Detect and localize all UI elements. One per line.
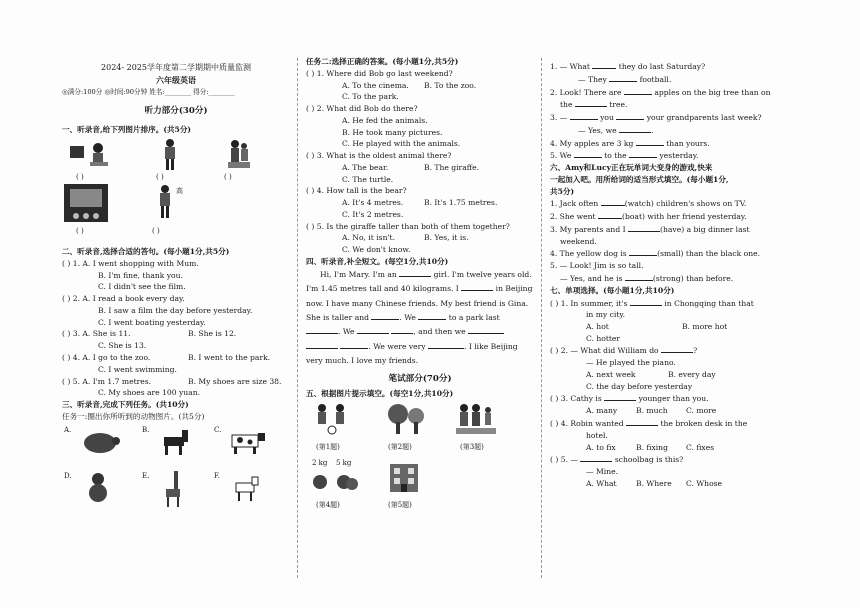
text-s4-p7: , and then we bbox=[413, 327, 466, 337]
text-s6-items-1-a: 2. She went bbox=[550, 212, 596, 222]
text-s6-items-1-b: (boat) with her friend yesterday. bbox=[622, 212, 747, 222]
text-s7-items-4-c: C. Whose bbox=[686, 478, 723, 488]
text-line bbox=[550, 478, 778, 490]
turtle-icon bbox=[80, 429, 120, 455]
s2-q5-c: C. My shoes are 100 yuan. bbox=[98, 388, 200, 398]
family-picture-icon bbox=[226, 138, 252, 172]
answer-blank[interactable] bbox=[340, 340, 368, 349]
answer-blank[interactable] bbox=[574, 149, 602, 158]
option-label: D. bbox=[64, 471, 72, 480]
text-fill-items-2-b: you bbox=[600, 113, 614, 123]
text-s7-items-0-q: ( ) 1. In summer, it's bbox=[550, 298, 628, 308]
text-line bbox=[550, 210, 778, 223]
column-1 bbox=[62, 56, 290, 515]
answer-blank[interactable] bbox=[391, 325, 413, 334]
answer-blank[interactable] bbox=[418, 311, 446, 320]
t2-q5-a: A. No, it isn't. bbox=[342, 233, 396, 243]
t2-q3-a: A. The bear. bbox=[342, 162, 389, 172]
answer-paren: ( ) bbox=[156, 173, 164, 182]
caption: (第5题) bbox=[388, 500, 412, 509]
family-visit-picture-icon bbox=[456, 400, 496, 438]
text-line bbox=[550, 344, 778, 357]
t2-q4-b: B. It's 1.75 metres. bbox=[424, 198, 498, 208]
s2-q3-b: B. She is 12. bbox=[188, 329, 237, 339]
text-s6-items-4-c: (strong) than before. bbox=[652, 274, 734, 284]
text-fill-items-1-a: 2. Look! There are bbox=[550, 87, 622, 97]
column-divider bbox=[297, 58, 298, 578]
text-line bbox=[550, 86, 778, 99]
option-label: F. bbox=[214, 471, 220, 480]
answer-blank[interactable] bbox=[570, 111, 598, 120]
t2-q4: ( ) 4. How tall is the bear? bbox=[306, 186, 407, 196]
animal-pictures bbox=[62, 423, 290, 515]
s2-q1-c: C. I didn't see the film. bbox=[98, 282, 186, 292]
column-divider bbox=[541, 58, 542, 578]
text-s6-items-0-a: 1. Jack often bbox=[550, 199, 599, 209]
answer-blank[interactable] bbox=[636, 137, 664, 146]
text-s4-p3: in Beijing now. I have many Chinese friends. My best friend is Gina. She is taller and bbox=[306, 284, 533, 323]
text-s7-items-4-a: A. What bbox=[586, 478, 617, 488]
section-7-title: 七、单项选择。(每小题1分,共10分) bbox=[550, 285, 675, 295]
text-s7-items-2-q2: younger than you. bbox=[638, 394, 709, 404]
answer-paren: ( ) bbox=[152, 227, 160, 236]
t2-q5-c: C. We don't know. bbox=[342, 245, 411, 255]
caption: (第3题) bbox=[460, 442, 484, 451]
text-line bbox=[62, 352, 290, 364]
text-line bbox=[550, 272, 778, 285]
text-fill-items-2-e: . bbox=[651, 125, 654, 135]
answer-blank[interactable] bbox=[604, 392, 636, 401]
option-label: C. bbox=[214, 425, 222, 434]
text-line bbox=[550, 98, 778, 111]
answer-blank[interactable] bbox=[357, 325, 389, 334]
answer-blank[interactable] bbox=[609, 73, 637, 82]
text-s7-items-3-q3: hotel. bbox=[586, 430, 608, 440]
text-line bbox=[550, 405, 778, 417]
task-1-title: 任务一:圈出你所听到的动物图片。(共5分) bbox=[62, 411, 205, 421]
answer-blank[interactable] bbox=[626, 417, 658, 426]
text-s7-items-1-q3: — He played the piano. bbox=[586, 358, 676, 368]
text-line bbox=[306, 80, 534, 92]
text-fill-items-4-b: to the bbox=[604, 151, 627, 161]
text-line bbox=[550, 369, 778, 381]
tall-label: 高 bbox=[176, 187, 183, 196]
s2-q1: ( ) 1. A. I went shopping with Mum. bbox=[62, 258, 199, 268]
text-s7-items-4-q: ( ) 5. — bbox=[550, 455, 579, 465]
s2-q5-b: B. My shoes are size 38. bbox=[188, 376, 282, 386]
text-fill-items-1-b: apples on the big tree than on bbox=[654, 87, 771, 97]
text-fill-items-1-c: the bbox=[560, 100, 573, 110]
text-s7-items-4-b: B. Where bbox=[636, 478, 672, 488]
s2-q3-c: C. She is 13. bbox=[98, 341, 147, 351]
text-s7-items-0-q2: in Chongqing than that bbox=[664, 298, 754, 308]
t2-q1-a: A. To the cinema. bbox=[342, 80, 409, 90]
text-s7-items-3-c: C. fixes bbox=[686, 442, 715, 452]
option-label: E. bbox=[142, 471, 150, 480]
text-s7-items-1-q2: ? bbox=[693, 346, 698, 356]
weight-label: 2 kg bbox=[312, 458, 328, 467]
s2-q2-c: C. I went boating yesterday. bbox=[98, 317, 206, 327]
task-2-title: 任务二:选择正确的答案。(每小题1分,共5分) bbox=[306, 57, 459, 66]
answer-blank[interactable] bbox=[601, 197, 625, 206]
text-line bbox=[550, 149, 778, 162]
giraffe-icon bbox=[162, 469, 186, 509]
s2-q5: ( ) 5. A. I'm 1.7 metres. bbox=[62, 376, 152, 386]
text-s4-p1: Hi, I'm Mary. I'm an bbox=[320, 269, 397, 279]
text-line bbox=[550, 60, 778, 73]
text-s4-p4: . We bbox=[399, 313, 416, 323]
text-s7-items-1-a: A. next week bbox=[586, 369, 636, 379]
answer-blank[interactable] bbox=[592, 60, 616, 69]
text-s6-items-3-a: 4. The yellow dog is bbox=[550, 249, 627, 259]
text-s6-items-4-b: — Yes, and he is bbox=[560, 274, 623, 284]
text-line bbox=[550, 247, 778, 260]
football-picture-icon bbox=[312, 402, 352, 436]
text-fill-items-0-b: they do last Saturday? bbox=[618, 62, 706, 71]
s2-q2-b: B. I saw a film the day before yesterday. bbox=[98, 305, 253, 315]
text-fill-items-0-a: 1. — What bbox=[550, 62, 590, 71]
s2-q3: ( ) 3. A. She is 11. bbox=[62, 329, 131, 339]
text-s7-items-0-q3: in my city. bbox=[586, 310, 626, 320]
answer-blank[interactable] bbox=[625, 272, 653, 281]
text-fill-items-0-d: football. bbox=[639, 74, 672, 84]
answer-paren: ( ) bbox=[76, 173, 84, 182]
answer-blank[interactable] bbox=[629, 247, 657, 256]
text-s6-items-4-a: 5. — Look! Jim is so tall. bbox=[550, 261, 644, 271]
option-label: A. bbox=[64, 425, 72, 434]
answer-blank[interactable] bbox=[575, 98, 607, 107]
caption: (第4题) bbox=[316, 500, 340, 509]
text-s6-items-2-c: weekend. bbox=[560, 236, 597, 246]
text-s7-items-0-a: A. hot bbox=[586, 322, 609, 332]
t2-q1-b: B. To the zoo. bbox=[424, 80, 477, 90]
goat-icon bbox=[232, 471, 262, 503]
text-line bbox=[550, 442, 778, 454]
s2-q1-b: B. I'm fine, thank you. bbox=[98, 270, 183, 280]
section-1-title: 一、听录音,给下列图片排序。(共5分) bbox=[62, 125, 192, 135]
exam-title: 2024- 2025学年度第二学期期中质量监测 bbox=[101, 63, 251, 72]
caption: (第2题) bbox=[388, 442, 412, 451]
option-label: B. bbox=[142, 425, 150, 434]
text-line bbox=[550, 453, 778, 466]
answer-blank[interactable] bbox=[580, 453, 612, 462]
text-s7-items-2-c: C. more bbox=[686, 406, 717, 416]
text-s4-p5: to a park last bbox=[448, 313, 500, 323]
text-line bbox=[550, 137, 778, 150]
t2-q4-a: A. It's 4 metres. bbox=[342, 198, 404, 208]
t2-q5-b: B. Yes, it is. bbox=[424, 233, 469, 243]
text-fill-items-0-c: — They bbox=[578, 74, 607, 84]
text-line bbox=[306, 197, 534, 209]
t2-q5: ( ) 5. Is the giraffe taller than both of them together? bbox=[306, 221, 510, 231]
text-s7-items-3-a: A. to fix bbox=[586, 442, 616, 452]
answer-blank[interactable] bbox=[619, 124, 654, 135]
answer-blank[interactable] bbox=[630, 297, 662, 306]
text-s7-items-4-q3: — Mine. bbox=[586, 467, 619, 477]
text-s4-p2: girl. I'm twelve years old. I'm 1.45 metres tall and 40 kilograms. I bbox=[306, 269, 532, 294]
text-fill-items-2-d: — Yes, we bbox=[578, 125, 617, 135]
section-2-title: 二、听录音,选择合适的答句。(每小题1分,共5分) bbox=[62, 247, 230, 257]
text-s7-items-4-q2: schoolbag is this? bbox=[614, 455, 684, 465]
text-fill-items-3-b: than yours. bbox=[666, 138, 710, 148]
text-s7-items-0-b: B. more hot bbox=[682, 321, 728, 331]
answer-blank[interactable] bbox=[306, 340, 338, 349]
section-1-pictures bbox=[62, 136, 290, 246]
text-fill-items-1-d: tree. bbox=[609, 100, 628, 110]
weight-label: 5 kg bbox=[336, 458, 352, 467]
t2-q3: ( ) 3. What is the oldest animal there? bbox=[306, 151, 452, 161]
section-written: 笔试部分(70分) bbox=[388, 373, 452, 384]
text-s7-items-3-b: B. fixing bbox=[636, 442, 668, 452]
section-6-title: 一起加入吧。用所给词的适当形式填空。(每小题1分, bbox=[550, 174, 729, 184]
answer-blank[interactable] bbox=[468, 325, 504, 334]
answer-blank[interactable] bbox=[306, 325, 338, 334]
t2-q4-c: C. It's 2 metres. bbox=[342, 209, 404, 219]
text-s7-items-3-q: ( ) 4. Robin wanted bbox=[550, 418, 624, 428]
man-picture-icon bbox=[158, 138, 182, 172]
answer-blank[interactable] bbox=[461, 282, 493, 291]
text-fill-items-4-c: yesterday. bbox=[659, 151, 699, 161]
text-s6-items-2-b: (have) a big dinner last bbox=[660, 224, 750, 234]
text-line bbox=[550, 297, 778, 310]
text-line bbox=[550, 73, 778, 86]
cow-icon bbox=[228, 429, 268, 455]
score-info: ◎满分:100分 ◎时间:90分钟 姓名:________ 得分:________ bbox=[62, 87, 235, 96]
column-2 bbox=[306, 56, 534, 520]
section-listening: 听力部分(30分) bbox=[144, 106, 208, 116]
answer-blank[interactable] bbox=[661, 344, 693, 353]
apple-trees-picture-icon bbox=[386, 402, 426, 436]
text-s7-items-1-c: C. the day before yesterday bbox=[586, 381, 693, 391]
hotel-picture-icon bbox=[386, 456, 422, 494]
column-3 bbox=[550, 60, 778, 490]
text-line bbox=[550, 223, 778, 236]
text-line bbox=[306, 162, 534, 174]
t2-q2: ( ) 2. What did Bob do there? bbox=[306, 104, 418, 114]
exam-subtitle: 六年级英语 bbox=[156, 75, 196, 86]
text-line bbox=[550, 124, 778, 137]
s2-q4-c: C. I went swimming. bbox=[98, 364, 177, 374]
text-s6-items-2-a: 3. My parents and I bbox=[550, 224, 626, 234]
text-line bbox=[550, 392, 778, 405]
text-fill-items-4-a: 5. We bbox=[550, 151, 572, 161]
t2-q2-b: B. He took many pictures. bbox=[342, 127, 443, 137]
text-line bbox=[62, 376, 290, 388]
text-fill-items-2-a: 3. — bbox=[550, 113, 568, 123]
s2-q2: ( ) 2. A. I read a book every day. bbox=[62, 294, 185, 304]
cinema-picture-icon bbox=[64, 184, 108, 222]
answer-paren: ( ) bbox=[76, 227, 84, 236]
text-s7-items-2-q: ( ) 3. Cathy is bbox=[550, 394, 602, 404]
answer-blank[interactable] bbox=[616, 111, 644, 120]
t2-q3-b: B. The giraffe. bbox=[424, 162, 480, 172]
answer-blank[interactable] bbox=[428, 340, 464, 349]
text-s7-items-1-b: B. every day bbox=[668, 369, 716, 379]
text-fill-items-2-c: your grandparents last week? bbox=[646, 113, 762, 123]
t2-q1-c: C. To the park. bbox=[342, 92, 399, 102]
text-s6-items-3-b: (small) than the black one. bbox=[657, 249, 761, 259]
section-6-title: 六、Amy和Lucy正在玩单词大变身的游戏,快来 bbox=[550, 163, 713, 173]
answer-blank[interactable] bbox=[371, 311, 399, 320]
text-s7-items-1-q: ( ) 2. — What did William do bbox=[550, 346, 659, 356]
answer-blank[interactable] bbox=[628, 223, 660, 232]
cloze-passage: Hi, I'm Mary. I'm an girl. I'm twelve years old. I'm 1.45 metres tall and 40 kilograms. I in Beijing now. I have many Chinese friends. My best friend is Gina. She is taller and . We to a park last . We , and then we . We were very . I like Beijing very much. I love my friends. bbox=[306, 269, 533, 366]
text-s7-items-3-q2: the broken desk in the bbox=[660, 418, 748, 428]
text-line bbox=[550, 111, 778, 124]
t2-q3-c: C. The turtle. bbox=[342, 174, 394, 184]
text-s4-p8: We were very bbox=[373, 341, 426, 351]
horse-icon bbox=[158, 427, 194, 457]
bear-icon bbox=[86, 471, 110, 503]
section-6-title: 共5分) bbox=[550, 186, 575, 196]
answer-blank[interactable] bbox=[629, 149, 657, 158]
text-line bbox=[62, 328, 290, 340]
s2-q4-b: B. I went to the park. bbox=[188, 352, 271, 362]
tv-watching-picture-icon bbox=[68, 140, 112, 170]
t2-q2-a: A. He fed the animals. bbox=[342, 115, 428, 125]
t2-q1: ( ) 1. Where did Bob go last weekend? bbox=[306, 68, 453, 78]
s2-q4: ( ) 4. A. I go to the zoo. bbox=[62, 352, 151, 362]
answer-blank[interactable] bbox=[399, 268, 431, 277]
answer-blank[interactable] bbox=[624, 86, 652, 95]
section-3-title: 三、听录音,完成下列任务。(共10分) bbox=[62, 400, 189, 410]
answer-paren: ( ) bbox=[224, 173, 232, 182]
text-line bbox=[550, 197, 778, 210]
answer-blank[interactable] bbox=[598, 210, 622, 219]
text-s4-p6: . We bbox=[338, 327, 355, 337]
text-s6-items-0-b: (watch) children's shows on TV. bbox=[624, 199, 747, 209]
text-s7-items-2-a: A. many bbox=[586, 406, 618, 416]
text-s4-p9: . I like Beijing very much. I love my friends. bbox=[306, 341, 518, 366]
caption: (第1题) bbox=[316, 442, 340, 451]
text-line bbox=[550, 417, 778, 430]
text-s7-items-2-b: B. much bbox=[636, 406, 668, 416]
section-5-title: 五、根据图片提示填空。(每空1分,共10分) bbox=[306, 389, 454, 399]
text-line bbox=[306, 232, 534, 244]
tall-boy-picture-icon bbox=[154, 184, 176, 220]
apples-picture-icon bbox=[310, 470, 360, 492]
section-5-pictures bbox=[306, 400, 534, 520]
t2-q2-c: C. He played with the animals. bbox=[342, 139, 461, 149]
text-s7-items-0-c: C. hotter bbox=[586, 333, 621, 343]
text-fill-items-3-a: 4. My apples are 3 kg bbox=[550, 138, 634, 148]
section-4-title: 四、听录音,补全短文。(每空1分,共10分) bbox=[306, 257, 449, 267]
